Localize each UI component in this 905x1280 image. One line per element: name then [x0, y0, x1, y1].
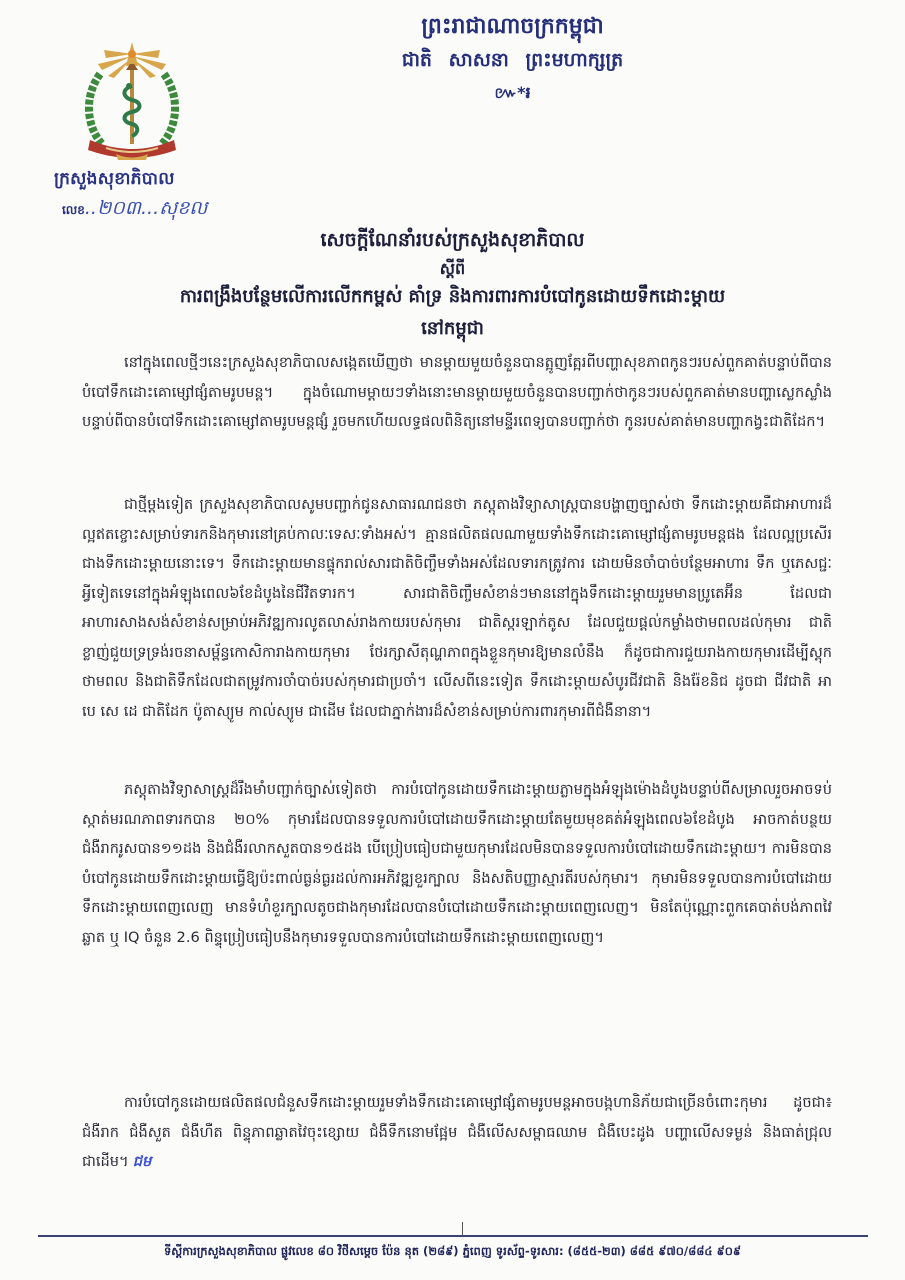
footer-address: ទីស្តីការក្រសួងសុខាភិបាល ផ្លូវលេខ ៨០ វិថីសម្តេច ប៉ែន នុត (២៨៩) ភ្នំពេញ ទូរស័ព្ទ-ទូរសារ: (៨៥៥-២៣) ៨៨៥ ៩៧០/៨៨៤ ៩០៩ — [163, 1244, 741, 1258]
body-paragraph-3 — [82, 775, 832, 952]
handwritten-initials: ជម — [132, 1153, 152, 1170]
document-subject-continued: នៅកម្ពុជា — [421, 318, 484, 339]
ornament-divider: ៚*៛ — [494, 83, 531, 102]
paragraph-text: ជាថ្មីម្តងទៀត ក្រសួងសុខាភិបាលសូមបញ្ជាក់ជូនសាធារណជនថា ភស្តុតាងវិទ្យាសាស្ត្របានបង្ហាញច្បាស់ថា ទឹកដោះម្តាយគឺជាអាហារដ៏ល្អឥតខ្ចោះសម្រាប់ទារកនិងកុមារនៅគ្រប់កាលៈទេសៈទាំងអស់។ គ្មានផលិតផលណាមួយទាំងទឹកដោះគោម្សៅផ្សំតាមរូបមន្តផង ដែលល្អប្រសើរជាងទឹកដោះម្តាយនោះទេ។ ទឹកដោះម្តាយមានផ្ទុករាល់សារជាតិចិញ្ចឹមទាំងអស់ដែលទារកត្រូវការ ដោយមិនចាំបាច់បន្ថែមអាហារ ទឹក ឬភេសជ្ជៈ អ្វីទៀតទេនៅក្នុងអំឡុងពេល៦ខែដំបូងនៃជីវិតទារក។ សារជាតិចិញ្ចឹមសំខាន់ៗមាននៅក្នុងទឹកដោះម្តាយរួមមានប្រូតេអ៊ីន ដែលជាអាហារសាងសង់សំខាន់សម្រាប់អភិវឌ្ឍការលូតលាស់រាងកាយរបស់កុមារ ជាតិស្ករឡាក់តូស ដែលជួយផ្តល់កម្លាំងថាមពលដល់កុមារ ជាតិខ្លាញ់ជួយទ្រទ្រង់រចនាសម្ព័ន្ធកោសិការាងកាយកុមារ ថែរក្សាសីតុណ្ហភាពក្នុងខ្លួនកុមារឱ្យមានលំនឹង ក៏ដូចជាការជួយរាងកាយកុមារដើម្បីស្តុកថាមពល និងជាតិទឹកដែលជាតម្រូវការចាំបាច់របស់កុមារជាប្រចាំ។ លើសពីនេះទៀត ទឹកដោះម្តាយសំបូរជីវជាតិ និងរ៉ែខនិជ ដូចជា ជីវជាតិ អា បេ សេ ដេ ជាតិដែក ប៉ូតាស្យូម កាល់ស្យូម ជាដើម ដែលជាភ្នាក់ងារដ៏សំខាន់សម្រាប់ការពារកុមារពីជំងឺនានា។ — [82, 496, 832, 720]
paragraph-text: ភស្តុតាងវិទ្យាសាស្ត្រដ៏រឹងមាំបញ្ជាក់ច្បាស់ទៀតថា ការបំបៅកូនដោយទឹកដោះម្តាយភ្លាមក្នុងអំឡុងម៉ោងដំបូងបន្ទាប់ពីសម្រាលរួចអាចទប់ស្កាត់មរណភាពទារកបាន ២០% កុមារដែលបានទទួលការបំបៅដោយទឹកដោះម្តាយតែមួយមុខគត់អំឡុងពេល៦ខែដំបូង អាចកាត់បន្ថយជំងឺរាករូសបាន១១ដង និងជំងឺរលាកសួតបាន១៥ដង បើប្រៀបធៀបជាមួយកុមារដែលមិនបានទទួលការបំបៅដោយទឹកដោះម្តាយ។ ការមិនបានបំបៅកូនដោយទឹកដោះម្តាយធ្វើឱ្យប៉ះពាល់ធ្ងន់ធ្ងរដល់ការអភិវឌ្ឍខួរក្បាល និងសតិបញ្ញាស្មារតីរបស់កុមារ។ កុមារមិនទទួលបានការបំបៅដោយទឹកដោះម្តាយពេញលេញ មានទំហំខួរក្បាលតូចជាងកុមារដែលបានបំបៅដោយទឹកដោះម្តាយពេញលេញ។ មិនតែប៉ុណ្ណោះពួកគេបាត់បង់ភាពវៃឆ្លាត ឬ IQ ចំនួន 2.6 ពិន្ទុប្រៀបធៀបនឹងកុមារទទួលបានការបំបៅដោយទឹកដោះម្តាយពេញលេញ។ — [82, 781, 832, 946]
paragraph-text: នៅក្នុងពេលថ្មីៗនេះក្រសួងសុខាភិបាលសង្កេតឃើញថា មានម្តាយមួយចំនួនបានត្អូញត្អែរពីបញ្ហាសុខភាពកូនៗរបស់ពួកគាត់បន្ទាប់ពីបានបំបៅទឹកដោះគោម្សៅផ្សំតាមរូបមន្ត។ ក្នុងចំណោមម្តាយៗទាំងនោះមានម្តាយមួយចំនួនបានបញ្ជាក់ថាកូនៗរបស់ពួកគាត់មានបញ្ហាស្លេកស្លាំង បន្ទាប់ពីបានបំបៅទឹកដោះគោម្សៅតាមរូបមន្តផ្សំ រួចមកហើយលទ្ធផលពិនិត្យនៅមន្ទីរពេទ្យបានបញ្ជាក់ថា កូនរបស់គាត់មានបញ្ហាកង្វះជាតិដែក។ — [82, 354, 832, 430]
footer-tick-mark — [462, 1222, 463, 1235]
kingdom-heading: ព្រះរាជាណាចក្រកម្ពុជា — [421, 14, 604, 39]
footer-divider — [38, 1235, 868, 1237]
document-subject: ការពង្រឹងបន្ថែមលើការលើកកម្ពស់ គាំទ្រ និងការពារការបំបៅកូនដោយទឹកដោះម្តាយ — [179, 286, 726, 307]
reference-number: ..២០៣...សុខល — [84, 197, 208, 219]
national-motto: ជាតិ សាសនា ព្រះមហាក្សត្រ — [401, 49, 624, 71]
reference-label: លេខ — [62, 203, 85, 217]
body-paragraph-1 — [82, 348, 832, 437]
body-paragraph-2 — [82, 490, 832, 726]
paragraph-text: ការបំបៅកូនដោយផលិតផលជំនួសទឹកដោះម្តាយរួមទាំងទឹកដោះគោម្សៅផ្សំតាមរូបមន្តអាចបង្កហានិភ័យជាច្រើនចំពោះកុមារ ដូចជា៖ ជំងឺរាក ជំងឺសួត ជំងឺហឺត ពិន្ទុភាពឆ្លាតវៃចុះខ្សោយ ជំងឺទឹកនោមផ្អែម ជំងឺលើសសម្ពាធឈាម ជំងឺបេះដូង បញ្ហាលើសទម្ងន់ និងធាត់ជ្រុលជាដើម។ — [82, 1094, 832, 1170]
ministry-name: ក្រសួងសុខាភិបាល — [54, 169, 175, 189]
document-title: សេចក្តីណែនាំរបស់ក្រសួងសុខាភិបាល — [320, 229, 585, 251]
reference-number-line — [62, 196, 207, 224]
body-paragraph-4 — [82, 1088, 832, 1177]
document-title-about: ស្តីពី — [439, 259, 466, 278]
